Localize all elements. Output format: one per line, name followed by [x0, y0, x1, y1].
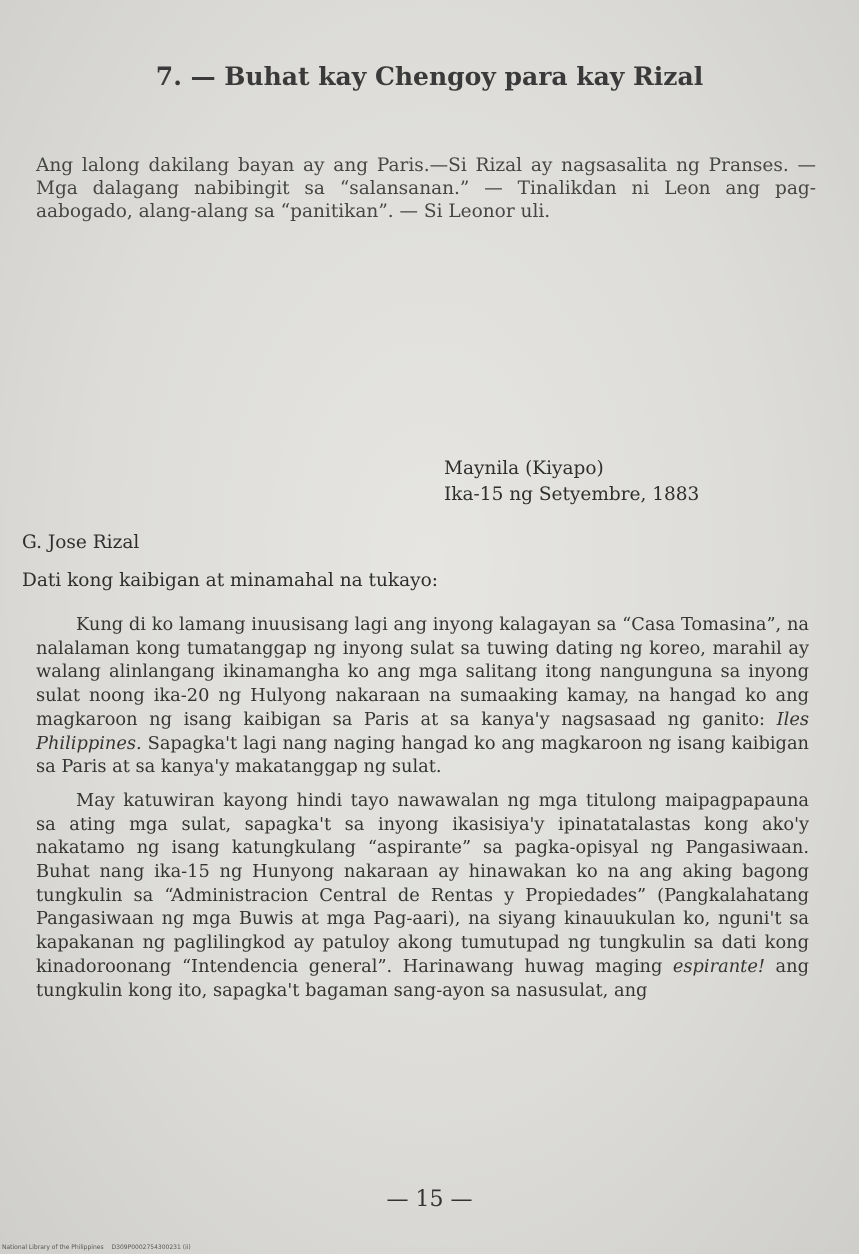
- footer-library: National Library of the Philippines: [2, 1244, 104, 1251]
- letter-body: [36, 613, 809, 1012]
- paragraph-2-italic: espirante!: [672, 955, 765, 977]
- paragraph-2-text-a: May katuwiran kayong hindi tayo nawawalan ng mga titulong maipagpapauna sa ating mga sulat, sapagka't sa inyong ikasisiya'y ipinatatalastas kong ako'y nakatamo ng isang katungkulang “aspirante” sa pagka-opisyal ng Pangasiwaan. Buhat nang ika-15 ng Hunyong nakaraan ay hinawakan ko na ang aking bagong tungkulin sa “Administracion Central de Rentas y Propiedades” (Pangkalahatang Pangasiwaan ng mga Buwis at mga Pag-aari), na siyang kinauukulan ko, nguni't sa kapakanan ng paglilingkod ay patuloy akong tumutupad ng tungkulin sa dati kong kinadoroonang “Intendencia general”. Harinawang huwag maging: [36, 789, 809, 977]
- letter-greeting: Dati kong kaibigan at minamahal na tukayo:: [22, 570, 438, 591]
- chapter-summary: Ang lalong dakilang bayan ay ang Paris.—Si Rizal ay nagsasalita ng Pranses. — Mga dalagang nabibingit sa “salansanan.” — Tinalikdan ni Leon ang pag-aabogado, alang-alang sa “panitikan”. — Si Leonor uli.: [36, 155, 816, 222]
- scan-footer: [2, 1244, 197, 1251]
- letter-addressee: G. Jose Rizal: [22, 532, 140, 553]
- paragraph-1-text-a: Kung di ko lamang inuusisang lagi ang inyong kalagayan sa “Casa Tomasina”, na nalalaman kong tumatanggap ng inyong sulat sa tuwing dating ng koreo, marahil ay walang alinlangang ikinamangha ko ang mga salitang itong nangunguna sa inyong sulat noong ika-20 ng Hulyong nakaraan na sumaaking kamay, na hangad ko ang magkaroon ng isang kaibigan sa Paris at sa kanya'y nagsasaad ng ganito:: [36, 614, 809, 730]
- paragraph-1-text-b: Sapagka't lagi nang naging hangad ko ang magkaroon ng isang kaibigan sa Paris at sa kanya'y makatanggap ng sulat.: [36, 732, 809, 778]
- page-number: — 15 —: [386, 1187, 473, 1212]
- dateline-date: Ika-15 ng Setyembre, 1883: [444, 484, 700, 505]
- body-paragraph-2: [36, 789, 809, 1002]
- footer-code: D309P0002754300231 (ii): [111, 1244, 191, 1251]
- chapter-title: 7. — Buhat kay Chengoy para kay Rizal: [155, 62, 704, 91]
- body-paragraph-1: [36, 613, 809, 779]
- paragraph-2-text-b: ang tungkulin kong ito, sapagka't bagaman sang-ayon sa nasusulat, ang: [36, 955, 809, 1001]
- letter-dateline: [444, 456, 699, 508]
- dateline-place: Maynila (Kiyapo): [444, 458, 604, 479]
- paragraph-1-italic: Iles Philippines.: [36, 708, 809, 754]
